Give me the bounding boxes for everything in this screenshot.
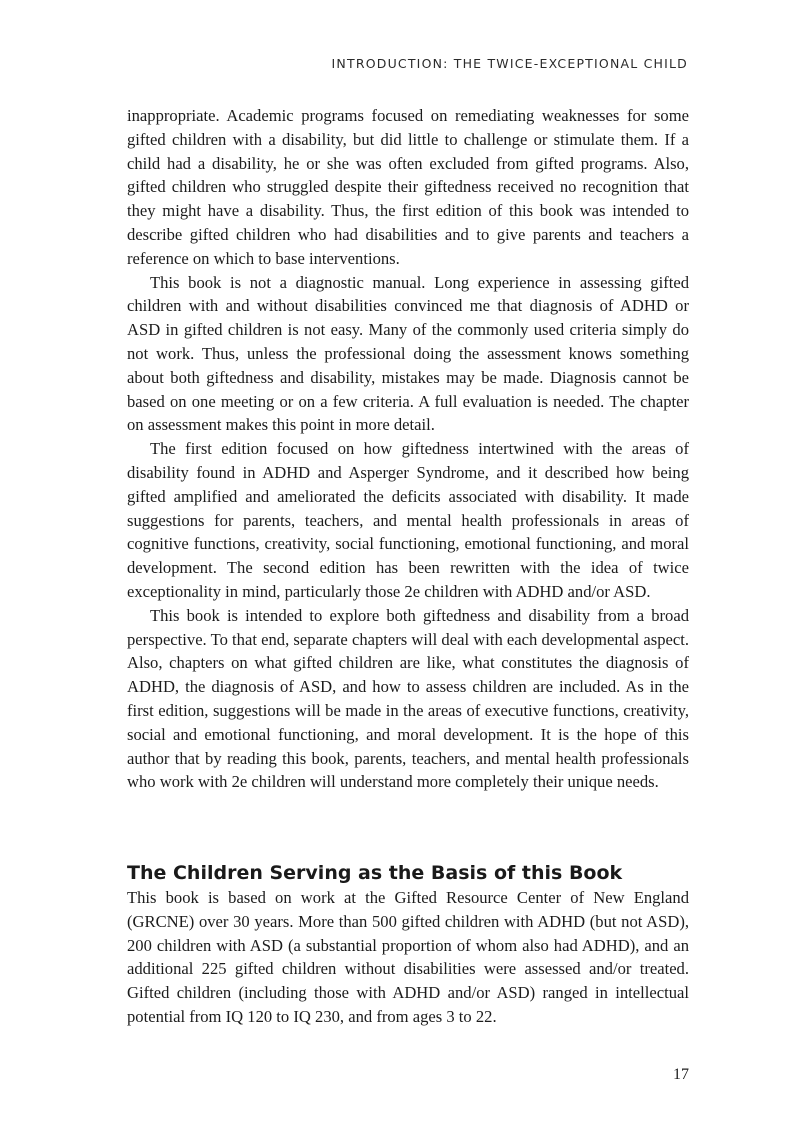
section-heading: The Children Serving as the Basis of this Book [127,862,623,884]
running-head: INTRODUCTION: THE TWICE-EXCEPTIONAL CHILD [331,56,688,71]
page-number: 17 [673,1066,689,1083]
section-text [127,886,689,1029]
paragraph-continuation: inappropriate. Academic programs focused on remediating weaknesses for some gifted children with a disability, but did little to challenge or stimulate them. If a child had a disability, he or she was often excluded from gifted programs. Also, gifted children who struggled despite their giftedness received no recognition that they might have a disability. Thus, the first edition of this book was intended to describe gifted children who had disabilities and to give parents and teachers a reference on which to base interventions. [127,106,689,268]
paragraph-first-edition: The first edition focused on how giftedness intertwined with the areas of disability found in ADHD and Asperger Syndrome, and it described how being gifted amplified and ameliorated the deficits associated with disability. It made suggestions for parents, teachers, and mental health professionals in areas of cognitive functions, creativity, social functioning, emotional functioning, and moral development. The second edition has been rewritten with the idea of twice exceptionality in mind, particularly those 2e children with ADHD and/or ASD. [127,439,689,601]
paragraph-book-intent: This book is intended to explore both giftedness and disability from a broad perspective. To that end, separate chapters will deal with each developmental aspect. Also, chapters on what gifted children are like, what constitutes the diagnosis of ADHD, the diagnosis of ASD, and how to assess children are included. As in the first edition, suggestions will be made in the areas of executive functions, creativity, social and emotional functioning, and moral development. It is the hope of this author that by reading this book, parents, teachers, and mental health professionals who work with 2e children will understand more completely their unique needs. [127,605,689,792]
body-text [127,104,689,794]
paragraph-basis: This book is based on work at the Gifted Resource Center of New England (GRCNE) over 30 years. More than 500 gifted children with ADHD (but not ASD), 200 children with ASD (a substantial proportion of whom also had ADHD), and an additional 225 gifted children without disabilities were assessed and/or treated. Gifted children (including those with ADHD and/or ASD) ranged in intellectual potential from IQ 120 to IQ 230, and from ages 3 to 22. [127,888,689,1026]
paragraph-diagnostic-manual: This book is not a diagnostic manual. Long experience in assessing gifted children with and without disabilities convinced me that diagnosis of ADHD or ASD in gifted children is not easy. Many of the commonly used criteria simply do not work. Thus, unless the professional doing the assessment knows something about both giftedness and disability, mistakes may be made. Diagnosis cannot be based on one meeting or on a few criteria. A full evaluation is needed. The chapter on assessment makes this point in more detail. [127,272,689,435]
